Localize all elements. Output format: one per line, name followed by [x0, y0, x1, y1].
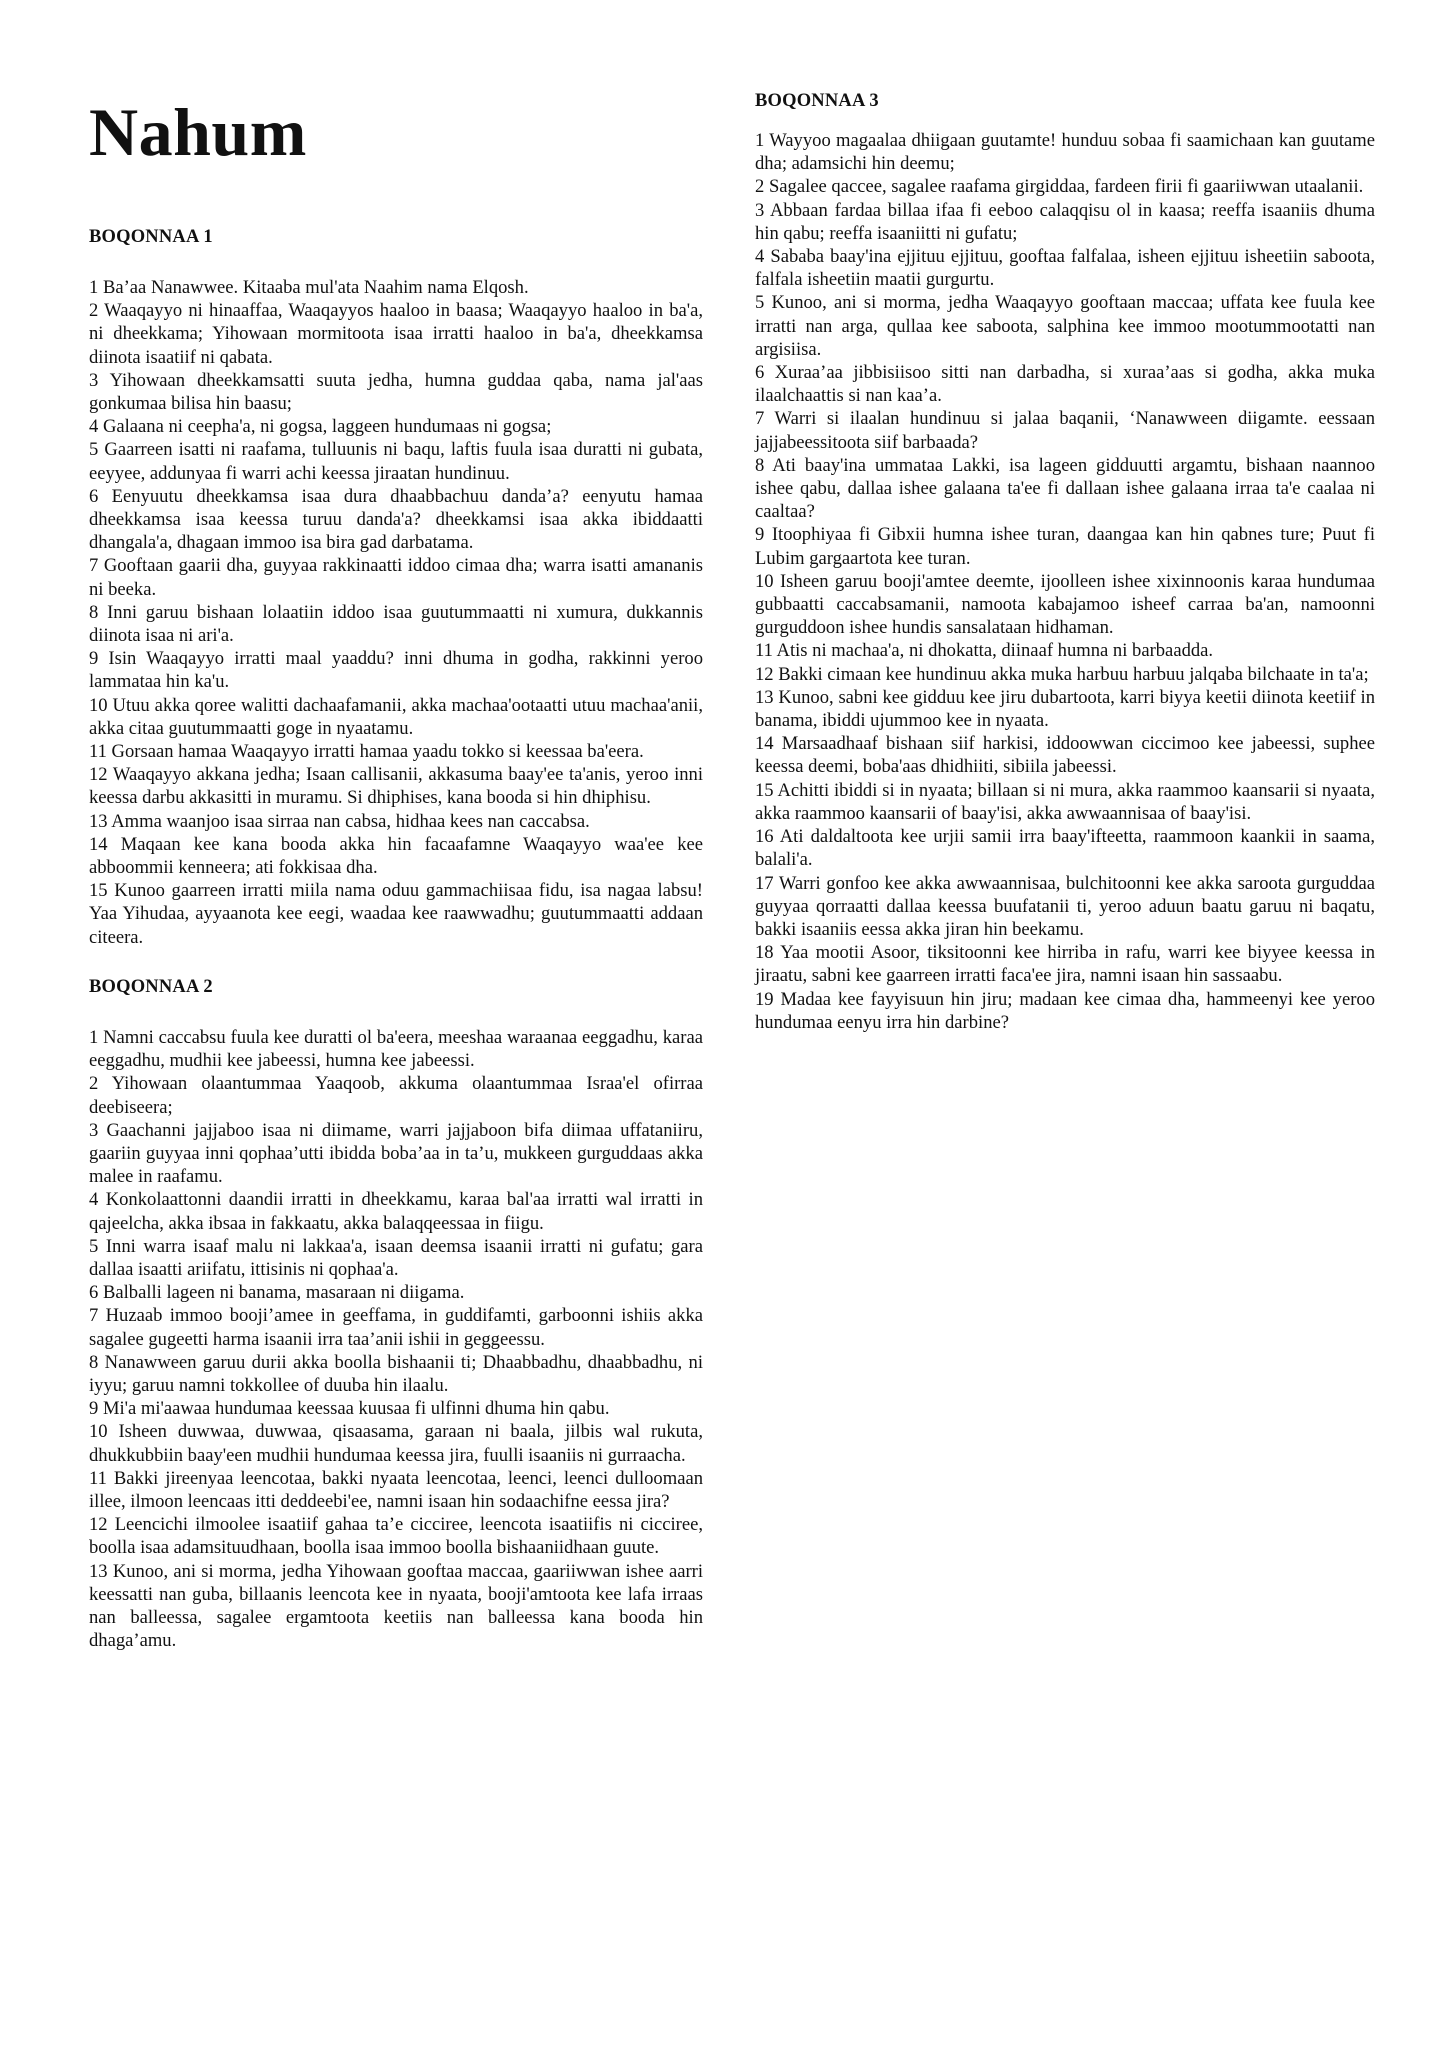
- verse: 1 Ba’aa Nanawwee. Kitaaba mul'ata Naahim nama Elqosh.: [89, 277, 529, 298]
- verse: 10 Utuu akka qoree walitti dachaafamanii, akka machaa'ootaatti utuu machaa'anii, akka citaa guutummaatti goge in nyaatamu.: [89, 694, 703, 739]
- verse: 8 Inni garuu bishaan lolaatiin iddoo isaa guutummaatti ni xumura, dukkannis diinota isaa ni ari'a.: [89, 601, 703, 647]
- verse: 14 Marsaadhaaf bishaan siif harkisi, iddoowwan ciccimoo kee jabeessi, suphee keessa deemi, boba'aas dhidhiiti, sibiila jabeessi.: [755, 733, 1375, 778]
- left-column: [89, 0, 703, 1652]
- verse: 3 Abbaan fardaa billaa ifaa fi eeboo calaqqisu ol in kaasa; reeffa isaaniis dhuma hin qabu; reeffa isaaniitti ni gufatu;: [755, 199, 1375, 244]
- verse: 8 Nanawween garuu durii akka boolla bishaanii ti; Dhaabbadhu, dhaabbadhu, ni iyyu; garuu namni tokkollee of duuba hin ilaalu.: [89, 1351, 703, 1396]
- verse: 10 Isheen garuu booji'amtee deemte, ijoolleen ishee xixinnoonis karaa hundumaa gubbaatti caccabsamanii, namoota kabajamoo isheef carraa ba'an, namoonni gurguddoon ishee hundis sansalataan hidhaman.: [755, 570, 1375, 639]
- verse: 12 Bakki cimaan kee hundinuu akka muka harbuu harbuu jalqaba bilchaate in ta'a;: [755, 663, 1369, 685]
- chapter-2-verses: [89, 1026, 703, 1652]
- right-column: [755, 0, 1375, 1034]
- verse: 12 Leencichi ilmoolee isaatiif gahaa ta’e cicciree, leencota isaatiifis ni cicciree, boolla isaa adamsituudhaan, boolla isaa immoo boolla bishaaniidhaan guute.: [89, 1514, 703, 1559]
- verse: 13 Kunoo, ani si morma, jedha Yihowaan gooftaa maccaa, gaariiwwan ishee aarri keessatti nan guba, billaanis leencota kee in nyaata, booji'amtoota kee lafa irraas nan balleessa, sagalee ergamtoota keetiis nan balleessa kana booda hin dhaga’amu.: [89, 1560, 703, 1652]
- verse: 4 Konkolaattonni daandii irratti in dheekkamu, karaa bal'aa irratti wal irratti in qajeelcha, akka ibsaa in fakkaatu, akka balaqqeessaa in fiigu.: [89, 1189, 703, 1234]
- verse: 5 Inni warra isaaf malu ni lakkaa'a, isaan deemsa isaanii irratti ni gufatu; gara dallaa isaatti ariifatu, ittisinis ni qophaa'a.: [89, 1235, 703, 1280]
- verse: 9 Isin Waaqayyo irratti maal yaaddu? inni dhuma in godha, rakkinni yeroo lammataa hin ka'u.: [89, 648, 703, 693]
- verse: 1 Namni caccabsu fuula kee duratti ol ba'eera, meeshaa waraanaa eeggadhu, karaa eeggadhu, mudhii kee jabeessi, humna kee jabeessi.: [89, 1026, 703, 1072]
- book-title: Nahum: [89, 94, 307, 170]
- verse: 17 Warri gonfoo kee akka awwaannisaa, bulchitoonni kee akka saroota gurguddaa guyyaa qorraatti dallaa keessa buufatanii ti, yeroo aduun baatu garuu ni baqatu, bakki isaaniis eessa akka jiran hin beekamu.: [755, 872, 1375, 940]
- verse: 4 Galaana ni ceepha'a, ni gogsa, laggeen hundumaas ni gogsa;: [89, 416, 552, 438]
- verse: 13 Kunoo, sabni kee gidduu kee jiru dubartoota, karri biyya keetii diinota keetiif in banama, ibiddi ujummoo kee in nyaata.: [755, 686, 1375, 732]
- verse: 7 Warri si ilaalan hundinuu si jalaa baqanii, ‘Nanawween diigamte. eessaan jajjabeessitoota siif barbaada?: [755, 408, 1375, 453]
- verse: 19 Madaa kee fayyisuun hin jiru; madaan kee cimaa dha, hammeenyi kee yeroo hundumaa eenyu irra hin darbine?: [755, 988, 1375, 1033]
- verse: 4 Sababa baay'ina ejjituu ejjituu, gooftaa falfalaa, isheen ejjituu isheetiin saboota, falfala isheetiin maatii gurgurtu.: [755, 246, 1375, 291]
- chapter-2-heading: BOQONNAA 2: [89, 976, 213, 997]
- verse: 16 Ati daldaltoota kee urjii samii irra baay'ifteetta, raammoon kaankii in saama, balali'a.: [755, 826, 1375, 871]
- verse: 14 Maqaan kee kana booda akka hin facaafamne Waaqayyo waa'ee kee abboommii kenneera; ati fokkisaa dha.: [89, 833, 703, 879]
- verse: 12 Waaqayyo akkana jedha; Isaan callisanii, akkasuma baay'ee ta'anis, yeroo inni keessa darbu akkasitti in muramu. Si dhiphises, kana booda si hin dhiphisu.: [89, 764, 703, 809]
- verse: 1 Wayyoo magaalaa dhiigaan guutamte! hunduu sobaa fi saamichaan kan guutame dha; adamsichi hin deemu;: [755, 130, 1375, 175]
- verse: 6 Xuraa’aa jibbisiisoo sitti nan darbadha, si xuraa’aas si godha, akka muka ilaalchaattis si nan kaa’a.: [755, 362, 1375, 407]
- verse: 2 Sagalee qaccee, sagalee raafama girgiddaa, fardeen firii fi gaariiwwan utaalanii.: [755, 176, 1364, 198]
- verse: 8 Ati baay'ina ummataa Lakki, isa lageen gidduutti argamtu, bishaan naannoo ishee qabu, dallaa ishee galaana ta'ee fi dallaan ishee galaana irraa ta'e caalaa ni caaltaa?: [755, 454, 1375, 523]
- verse: 13 Amma waanjoo isaa sirraa nan cabsa, hidhaa kees nan caccabsa.: [89, 810, 590, 832]
- verse: 10 Isheen duwwaa, duwwaa, qisaasama, garaan ni baala, jilbis wal rukuta, dhukkubbiin baay'een mudhii hundumaa keessa jira, fuulli isaaniis ni gurraacha.: [89, 1421, 703, 1466]
- verse: 9 Mi'a mi'aawaa hundumaa keessaa kuusaa fi ulfinni dhuma hin qabu.: [89, 1398, 610, 1420]
- verse: 18 Yaa mootii Asoor, tiksitoonni kee hirriba in rafu, warri kee biyyee keessa in jiraatu, sabni kee gaarreen irratti faca'ee jira, namni isaan hin sassaabu.: [755, 942, 1375, 987]
- verse: 11 Gorsaan hamaa Waaqayyo irratti hamaa yaadu tokko si keessaa ba'eera.: [89, 741, 644, 763]
- verse: 5 Gaarreen isatti ni raafama, tulluunis ni baqu, laftis fuula isaa duratti ni gubata, eeyyee, addunyaa fi warri achi keessa jiraatan hundinuu.: [89, 439, 703, 484]
- verse: 3 Yihowaan dheekkamsatti suuta jedha, humna guddaa qaba, nama jal'aas gonkumaa bilisa hin baasu;: [89, 369, 703, 415]
- chapter-3-verses: [755, 129, 1375, 1034]
- verse: 3 Gaachanni jajjaboo isaa ni diimame, warri jajjaboon bifa diimaa uffataniiru, gaariin guyyaa inni qophaa’utti ibidda boba’aa in ta’u, mukkeen gurguddaas akka malee in raafamu.: [89, 1119, 703, 1188]
- verse: 6 Eenyuutu dheekkamsa isaa dura dhaabbachuu danda’a? eenyutu hamaa dheekkamsa isaa keessa turuu danda'a? dheekkamsi isaa akka ibiddaatti dhangala'a, dhagaan immoo isa bira gad darbatama.: [89, 485, 703, 554]
- verse: 6 Balballi lageen ni banama, masaraan ni diigama.: [89, 1282, 465, 1304]
- verse: 2 Yihowaan olaantummaa Yaaqoob, akkuma olaantummaa Israa'el ofirraa deebiseera;: [89, 1073, 703, 1118]
- verse: 9 Itoophiyaa fi Gibxii humna ishee turan, daangaa kan hin qabnes ture; Puut fi Lubim gargaartota kee turan.: [755, 524, 1375, 569]
- verse: 2 Waaqayyo ni hinaaffaa, Waaqayyos haaloo in baasa; Waaqayyo haaloo in ba'a, ni dheekkama; Yihowaan mormitoota isaa irratti haaloo in ba'a, dheekkamsa diinota isaatiif ni qabata.: [89, 300, 703, 368]
- verse: 7 Gooftaan gaarii dha, guyyaa rakkinaatti iddoo cimaa dha; warra isatti amananis ni beeka.: [89, 555, 703, 600]
- verse: 11 Bakki jireenyaa leencotaa, bakki nyaata leencotaa, leenci, leenci dulloomaan illee, ilmoon leencaas itti deddeebi'ee, namni isaan hin sodaachifne eessa jira?: [89, 1467, 703, 1512]
- verse: 5 Kunoo, ani si morma, jedha Waaqayyo gooftaan maccaa; uffata kee fuula kee irratti nan arga, qullaa kee saboota, salphina kee immoo mootummootatti nan argisiisa.: [755, 292, 1375, 360]
- verse: 7 Huzaab immoo booji’amee in geeffama, in guddifamti, garboonni ishiis akka sagalee gugeetti harma isaanii irra taa’anii ishii in geggeessu.: [89, 1305, 703, 1350]
- verse: 15 Kunoo gaarreen irratti miila nama oduu gammachiisaa fidu, isa nagaa labsu! Yaa Yihudaa, ayyaanota kee eegi, waadaa kee raawwadhu; guutummaatti addaan citeera.: [89, 880, 703, 948]
- chapter-1-verses: [89, 276, 703, 949]
- chapter-1-heading: BOQONNAA 1: [89, 227, 213, 247]
- chapter-3-heading: BOQONNAA 3: [755, 91, 879, 111]
- verse: 11 Atis ni machaa'a, ni dhokatta, diinaaf humna ni barbaadda.: [755, 640, 1214, 662]
- verse: 15 Achitti ibiddi si in nyaata; billaan si ni mura, akka raammoo kaansarii si nyaata, akka raammoo kaansarii of baay'isi, akka awwaannisaa of baay'isi.: [755, 779, 1375, 824]
